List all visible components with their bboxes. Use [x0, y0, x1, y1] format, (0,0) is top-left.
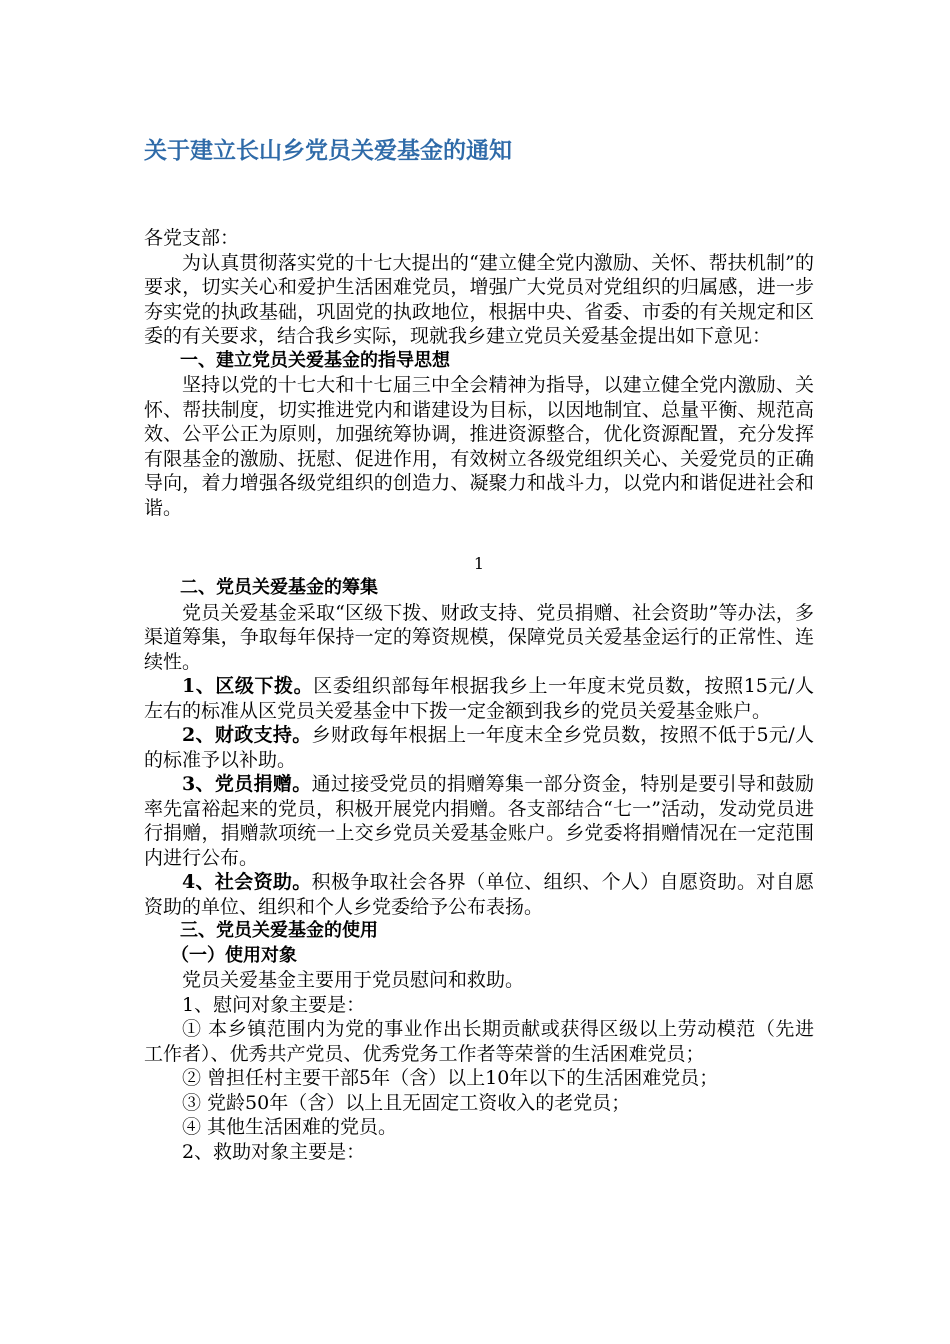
section-3-heading: 三、党员关爱基金的使用 — [180, 920, 378, 941]
funding-item-4-lead: 4、社会资助。 — [182, 871, 312, 893]
condolence-targets-heading: 1、慰问对象主要是： — [182, 993, 366, 1016]
body-part-2 — [144, 576, 814, 1164]
condolence-target-4: ④ 其他生活困难的党员。 — [182, 1116, 398, 1138]
funding-item-2-lead: 2、财政支持。 — [182, 724, 312, 746]
funding-item-2-text: 乡财政每年根据上一年度末全乡党员数，按照不低于5元/人的标准予以补助。 — [144, 724, 814, 771]
section-1-heading: 一、建立党员关爱基金的指导思想 — [180, 349, 450, 371]
section-2-body: 党员关爱基金采取“区级下拨、财政支持、党员捐赠、社会资助”等办法，多渠道筹集，争取每年保持一定的筹资规模，保障党员关爱基金运行的正常性、连续性。 — [144, 601, 814, 673]
funding-item-1 — [144, 674, 814, 723]
section-2-heading: 二、党员关爱基金的筹集 — [180, 577, 378, 598]
condolence-target-2: ② 曾担任村主要干部5年（含）以上10年以下的生活困难党员； — [182, 1067, 719, 1089]
section-3-body: 党员关爱基金主要用于党员慰问和救助。 — [182, 969, 525, 991]
relief-targets-heading: 2、救助对象主要是： — [182, 1140, 366, 1163]
funding-item-3-lead: 3、党员捐赠。 — [182, 773, 312, 795]
funding-item-1-text: 区委组织部每年根据我乡上一年度末党员数，按照15元/人左右的标准从区党员关爱基金中下拨一定金额到我乡的党员关爱基金账户。 — [144, 675, 814, 722]
funding-item-2 — [144, 723, 814, 772]
salutation: 各党支部： — [144, 227, 240, 249]
condolence-target-3: ③ 党龄50年（含）以上且无固定工资收入的老党员； — [182, 1091, 631, 1114]
funding-item-3 — [144, 772, 814, 870]
section-3-subheading: （一）使用对象 — [171, 944, 297, 966]
funding-item-4-text: 积极争取社会各界（单位、组织、个人）自愿资助。对自愿资助的单位、组织和个人乡党委给予公布表扬。 — [144, 871, 814, 918]
section-1-body: 坚持以党的十七大和十七届三中全会精神为指导，以建立健全党内激励、关怀、帮扶制度，切实推进党内和谐建设为目标，以因地制宜、总量平衡、规范高效、公平公正为原则，加强统筹协调，推进资源整合，优化资源配置，充分发挥有限基金的激励、抚慰、促进作用，有效树立各级党组织关心、关爱党员的正确导向，着力增强各级党组织的创造力、凝聚力和战斗力，以党内和谐促进社会和谐。 — [144, 374, 814, 519]
funding-item-1-lead: 1、区级下拨。 — [182, 675, 314, 697]
funding-item-4 — [144, 870, 814, 919]
body-part-1 — [144, 226, 814, 520]
intro-paragraph: 为认真贯彻落实党的十七大提出的“建立健全党内激励、关怀、帮扶机制”的要求，切实关心和爱护生活困难党员，增强广大党员对党组织的归属感，进一步夯实党的执政基础，巩固党的执政地位，根据中央、省委、市委的有关规定和区委的有关要求，结合我乡实际，现就我乡建立党员关爱基金提出如下意见： — [144, 251, 814, 347]
document-title: 关于建立长山乡党员关爱基金的通知 — [144, 138, 512, 164]
funding-item-3-text: 通过接受党员的捐赠筹集一部分资金，特别是要引导和鼓励率先富裕起来的党员，积极开展党内捐赠。各支部结合“七一”活动，发动党员进行捐赠，捐赠款项统一上交乡党员关爱基金账户。乡党委将捐赠情况在一定范围内进行公布。 — [144, 773, 814, 869]
condolence-target-1: ① 本乡镇范围内为党的事业作出长期贡献或获得区级以上劳动模范（先进工作者）、优秀共产党员、优秀党务工作者等荣誉的生活困难党员； — [144, 1018, 814, 1065]
page-number: 1 — [473, 554, 485, 573]
